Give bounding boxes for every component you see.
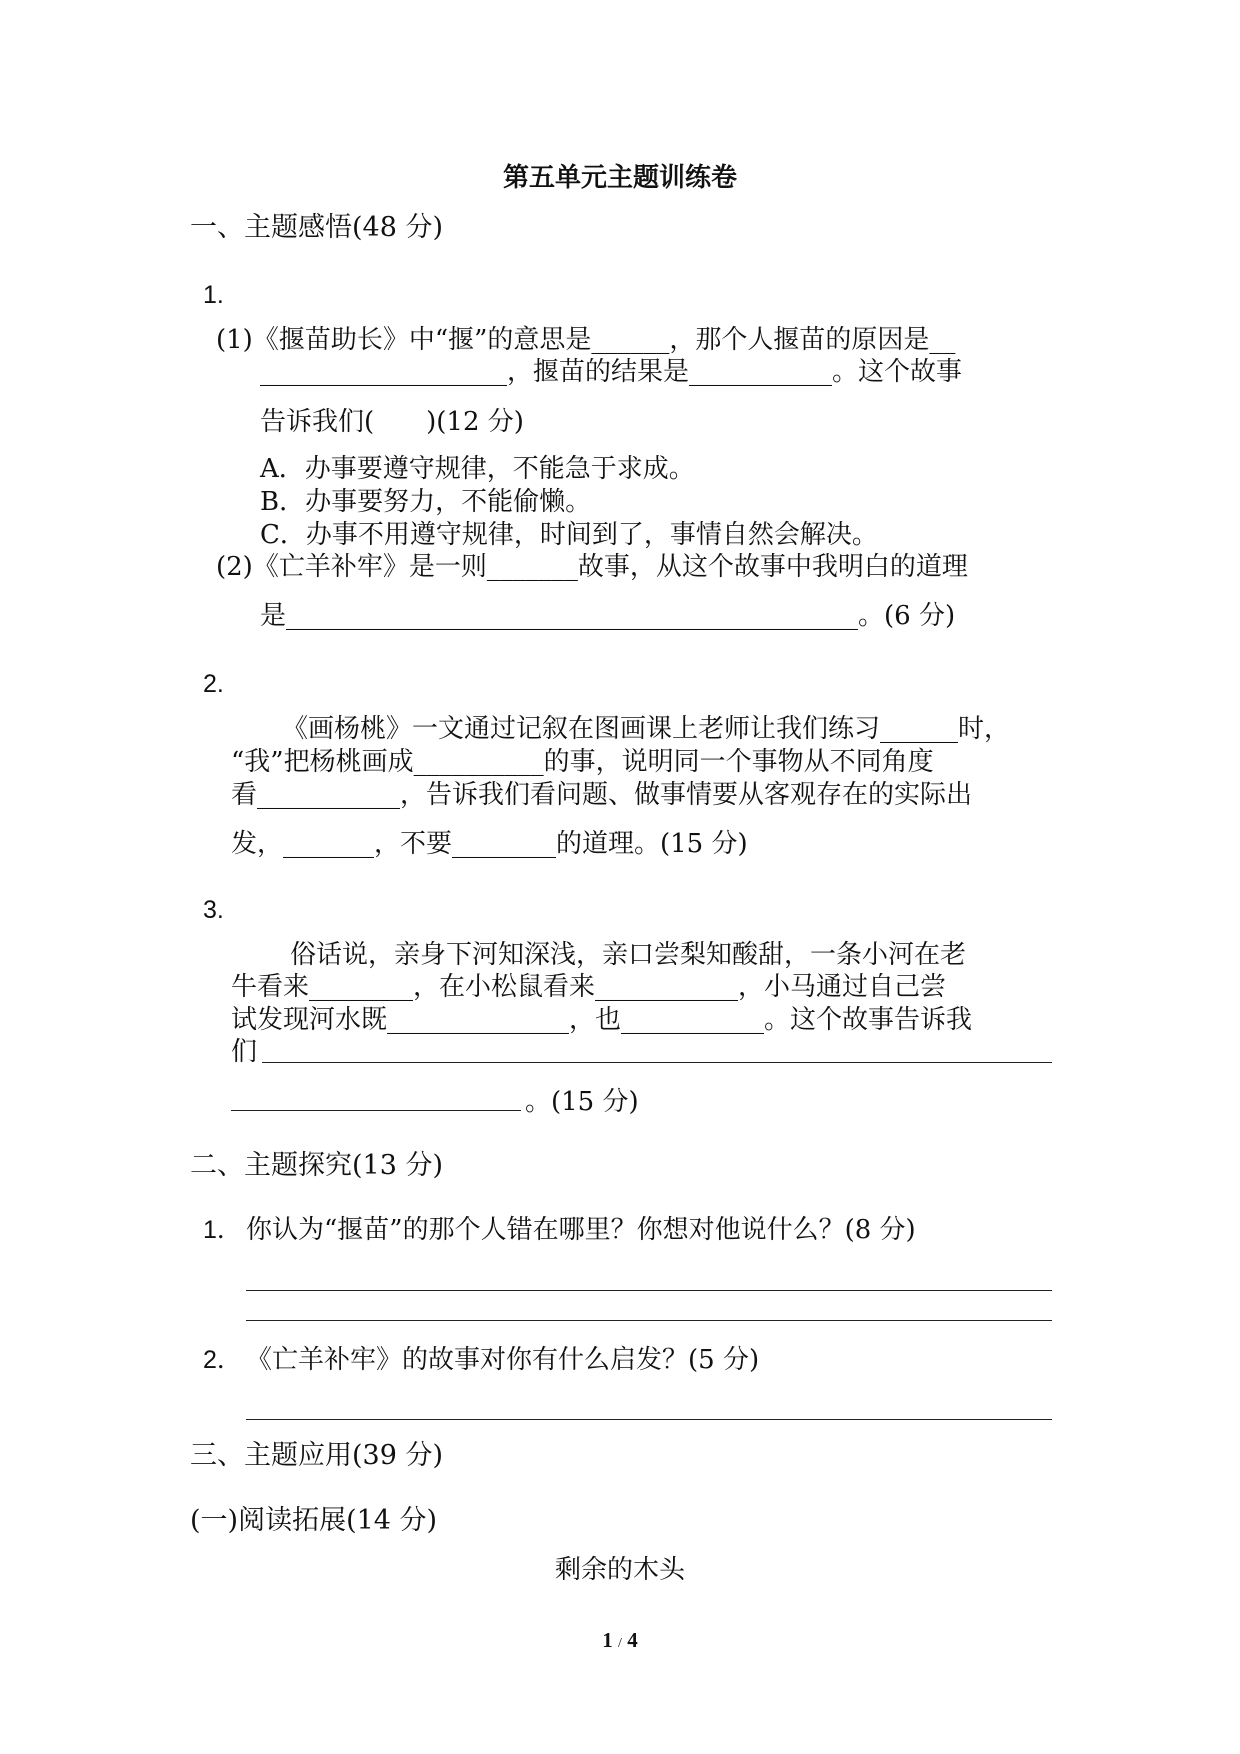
s2-q1-text: 你认为“揠苗”的那个人错在哪里？你想对他说什么？(8 分) bbox=[246, 1215, 916, 1245]
q1-part2-line1: (2)《亡羊补牢》是一则_______故事，从这个故事中我明白的道理 bbox=[216, 552, 968, 582]
q2-line4: 发，_______，不要________的道理。(15 分) bbox=[231, 829, 748, 859]
s2-q2-text: 《亡羊补牢》的故事对你有什么启发？(5 分) bbox=[246, 1345, 760, 1375]
q1-number: 1. bbox=[203, 281, 224, 309]
q1-part1-line3: 告诉我们( )(12 分) bbox=[260, 407, 524, 437]
q3-line4: 们 bbox=[231, 1037, 258, 1067]
s2-q1-answer-line-2 bbox=[246, 1320, 1052, 1321]
q1-option-a: A．办事要遵守规律，不能急于求成。 bbox=[260, 454, 695, 484]
s2-q1-number: 1． bbox=[203, 1216, 242, 1244]
q3-answer-line-1 bbox=[262, 1062, 1052, 1063]
q2-line2: “我”把杨桃画成__________的事，说明同一个事物从不同角度 bbox=[231, 747, 934, 777]
q2-line3: 看___________，告诉我们看问题、做事情要从客观存在的实际出 bbox=[231, 780, 973, 810]
page-current: 1 bbox=[602, 1628, 613, 1652]
q1-part1-line2: ___________________，揠苗的结果是___________。这个故事 bbox=[260, 357, 963, 387]
page-number bbox=[0, 1628, 1240, 1653]
q3-line2: 牛看来________，在小松鼠看来___________，小马通过自己尝 bbox=[231, 972, 947, 1002]
s2-q2-number: 2． bbox=[203, 1346, 242, 1374]
q1-part1-line1: (1)《揠苗助长》中“揠”的意思是______，那个人揠苗的原因是__ bbox=[216, 325, 956, 355]
q3-line1: 俗话说，亲身下河知深浅，亲口尝梨知酸甜，一条小河在老 bbox=[290, 940, 967, 970]
q2-line1: 《画杨桃》一文通过记叙在图画课上老师让我们练习______时， bbox=[282, 714, 1011, 744]
q3-line3: 试发现河水既______________，也___________。这个故事告诉我 bbox=[231, 1005, 973, 1035]
q3-answer-line-2 bbox=[231, 1110, 521, 1111]
q1-option-b: B．办事要努力，不能偷懒。 bbox=[260, 487, 592, 517]
page-total: 4 bbox=[627, 1628, 638, 1652]
section1-heading: 一、主题感悟(48 分) bbox=[190, 212, 444, 243]
s2-q2-answer-line bbox=[246, 1419, 1052, 1420]
q1-option-c: C．办事不用遵守规律，时间到了，事情自然会解决。 bbox=[260, 520, 878, 550]
q2-number: 2. bbox=[203, 670, 224, 698]
reading-subheading: (一)阅读拓展(14 分) bbox=[190, 1505, 438, 1536]
s2-q1-answer-line-1 bbox=[246, 1290, 1052, 1291]
article-title: 剩余的木头 bbox=[554, 1555, 685, 1585]
page-separator: / bbox=[618, 1636, 622, 1651]
q3-number: 3. bbox=[203, 896, 224, 924]
q3-line5: 。(15 分) bbox=[525, 1087, 639, 1117]
section2-heading: 二、主题探究(13 分) bbox=[190, 1150, 444, 1181]
page-title: 第五单元主题训练卷 bbox=[502, 163, 737, 193]
section3-heading: 三、主题应用(39 分) bbox=[190, 1440, 444, 1471]
q1-part2-line2: 是____________________________________________。(6 分) bbox=[260, 601, 956, 631]
